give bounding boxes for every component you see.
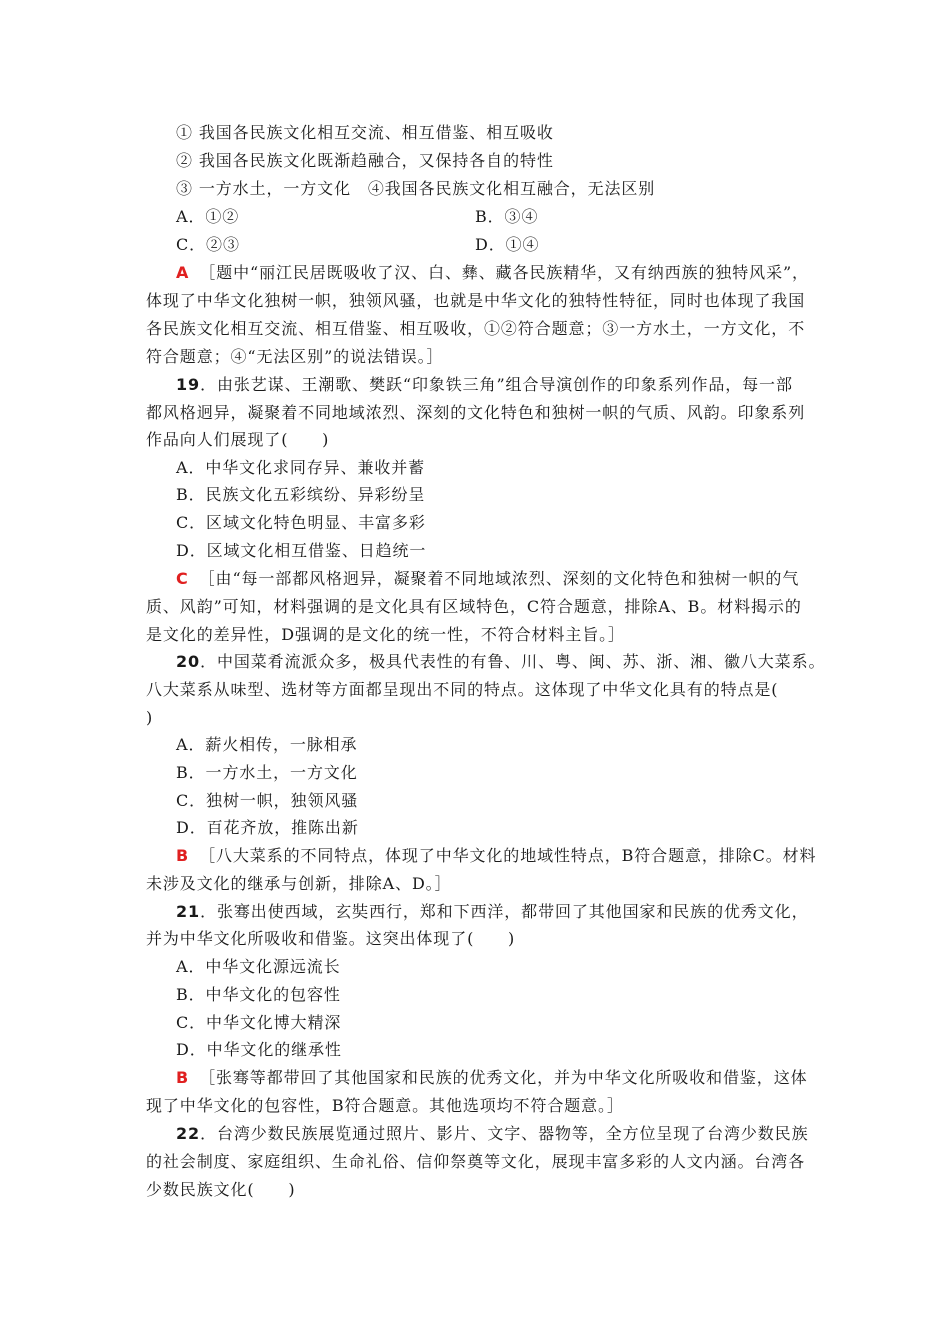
option-c: C．独树一帜，独领风骚 bbox=[176, 791, 359, 810]
stem-text: ．台湾少数民族展览通过照片、影片、文字、器物等，全方位呈现了台湾少数民族 bbox=[200, 1124, 809, 1143]
answer-letter: C bbox=[176, 569, 189, 588]
stem-line: 少数民族文化( ) bbox=[146, 1180, 296, 1199]
stem-text: ．中国菜肴流派众多，极具代表性的有鲁、川、粤、闽、苏、浙、湘、徽八大菜系。 bbox=[200, 652, 826, 671]
option-c: C．中华文化博大精深 bbox=[176, 1013, 342, 1032]
option-a: A．中华文化源远流长 bbox=[176, 957, 341, 976]
stem-line: 作品向人们展现了( ) bbox=[146, 430, 330, 449]
question-stem bbox=[176, 902, 808, 922]
explanation-line: 符合题意；④“无法区别”的说法错误。］ bbox=[146, 347, 444, 366]
option-c: C．②③ bbox=[176, 235, 240, 254]
option-row-ab bbox=[176, 207, 796, 227]
stem-text: ．张骞出使西域，玄奘西行，郑和下西洋，都带回了其他国家和民族的优秀文化， bbox=[200, 902, 809, 921]
explanation-line: 质、风韵”可知，材料强调的是文化具有区域特色，C符合题意，排除A、B。材料揭示的 bbox=[146, 597, 802, 616]
statement-3-4: ③ 一方水土，一方文化 ④我国各民族文化相互融合，无法区别 bbox=[176, 179, 656, 198]
question-number: 22 bbox=[176, 1124, 201, 1143]
explanation-line: 各民族文化相互交流、相互借鉴、相互吸收，①②符合题意；③一方水土，一方文化，不 bbox=[146, 319, 806, 338]
statement-1: ① 我国各民族文化相互交流、相互借鉴、相互吸收 bbox=[176, 123, 554, 142]
option-b: B．③④ bbox=[475, 207, 539, 226]
option-d: D．①④ bbox=[475, 235, 540, 254]
option-a: A．①② bbox=[176, 207, 240, 226]
option-a: A．中华文化求同存异、兼收并蓄 bbox=[176, 458, 426, 477]
explanation-line: 现了中华文化的包容性，B符合题意。其他选项均不符合题意。］ bbox=[146, 1096, 624, 1115]
question-stem bbox=[176, 1124, 808, 1144]
option-row-cd bbox=[176, 235, 796, 255]
option-b: B．一方水土，一方文化 bbox=[176, 763, 358, 782]
option-a: A．薪火相传，一脉相承 bbox=[176, 735, 358, 754]
stem-line: 八大菜系从味型、选材等方面都呈现出不同的特点。这体现了中华文化具有的特点是( bbox=[146, 680, 779, 699]
stem-line: 都风格迥异，凝聚着不同地域浓烈、深刻的文化特色和独树一帜的气质、风韵。印象系列 bbox=[146, 403, 806, 422]
question-stem bbox=[176, 375, 793, 395]
explanation-line bbox=[176, 846, 816, 866]
answer-letter: A bbox=[176, 263, 190, 282]
explanation-line: 未涉及文化的继承与创新，排除A、D。］ bbox=[146, 874, 452, 893]
question-number: 21 bbox=[176, 902, 201, 921]
stem-line: ) bbox=[146, 708, 154, 727]
explanation-line: 是文化的差异性，D强调的是文化的统一性，不符合材料主旨。］ bbox=[146, 625, 625, 644]
explanation-text: ［八大菜系的不同特点，体现了中华文化的地域性特点，B符合题意，排除C。材料 bbox=[199, 846, 817, 865]
option-c: C．区域文化特色明显、丰富多彩 bbox=[176, 513, 426, 532]
explanation-text: ［由“每一部都风格迥异，凝聚着不同地域浓烈、深刻的文化特色和独树一帜的气 bbox=[198, 569, 800, 588]
statement-2: ② 我国各民族文化既渐趋融合，又保持各自的特性 bbox=[176, 151, 554, 170]
option-b: B．民族文化五彩缤纷、异彩纷呈 bbox=[176, 485, 426, 504]
explanation-line bbox=[176, 263, 809, 283]
answer-letter: B bbox=[176, 1068, 190, 1087]
stem-text: ．由张艺谋、王潮歌、樊跃“印象铁三角”组合导演创作的印象系列作品，每一部 bbox=[200, 375, 793, 394]
explanation-line bbox=[176, 1068, 808, 1088]
explanation-line bbox=[176, 569, 799, 589]
option-d: D．百花齐放，推陈出新 bbox=[176, 818, 359, 837]
stem-line: 的社会制度、家庭组织、生命礼俗、信仰祭奠等文化，展现丰富多彩的人文内涵。台湾各 bbox=[146, 1152, 806, 1171]
option-d: D．中华文化的继承性 bbox=[176, 1040, 342, 1059]
option-b: B．中华文化的包容性 bbox=[176, 985, 341, 1004]
stem-line: 并为中华文化所吸收和借鉴。这突出体现了( ) bbox=[146, 929, 516, 948]
answer-letter: B bbox=[176, 846, 190, 865]
question-number: 19 bbox=[176, 375, 201, 394]
explanation-line: 体现了中华文化独树一帜，独领风骚，也就是中华文化的独特性特征，同时也体现了我国 bbox=[146, 291, 806, 310]
question-number: 20 bbox=[176, 652, 201, 671]
question-stem bbox=[176, 652, 825, 672]
option-d: D．区域文化相互借鉴、日趋统一 bbox=[176, 541, 427, 560]
explanation-text: ［题中“丽江民居既吸收了汉、白、彝、藏各民族精华，又有纳西族的独特风采”， bbox=[199, 263, 809, 282]
explanation-text: ［张骞等都带回了其他国家和民族的优秀文化，并为中华文化所吸收和借鉴，这体 bbox=[199, 1068, 808, 1087]
